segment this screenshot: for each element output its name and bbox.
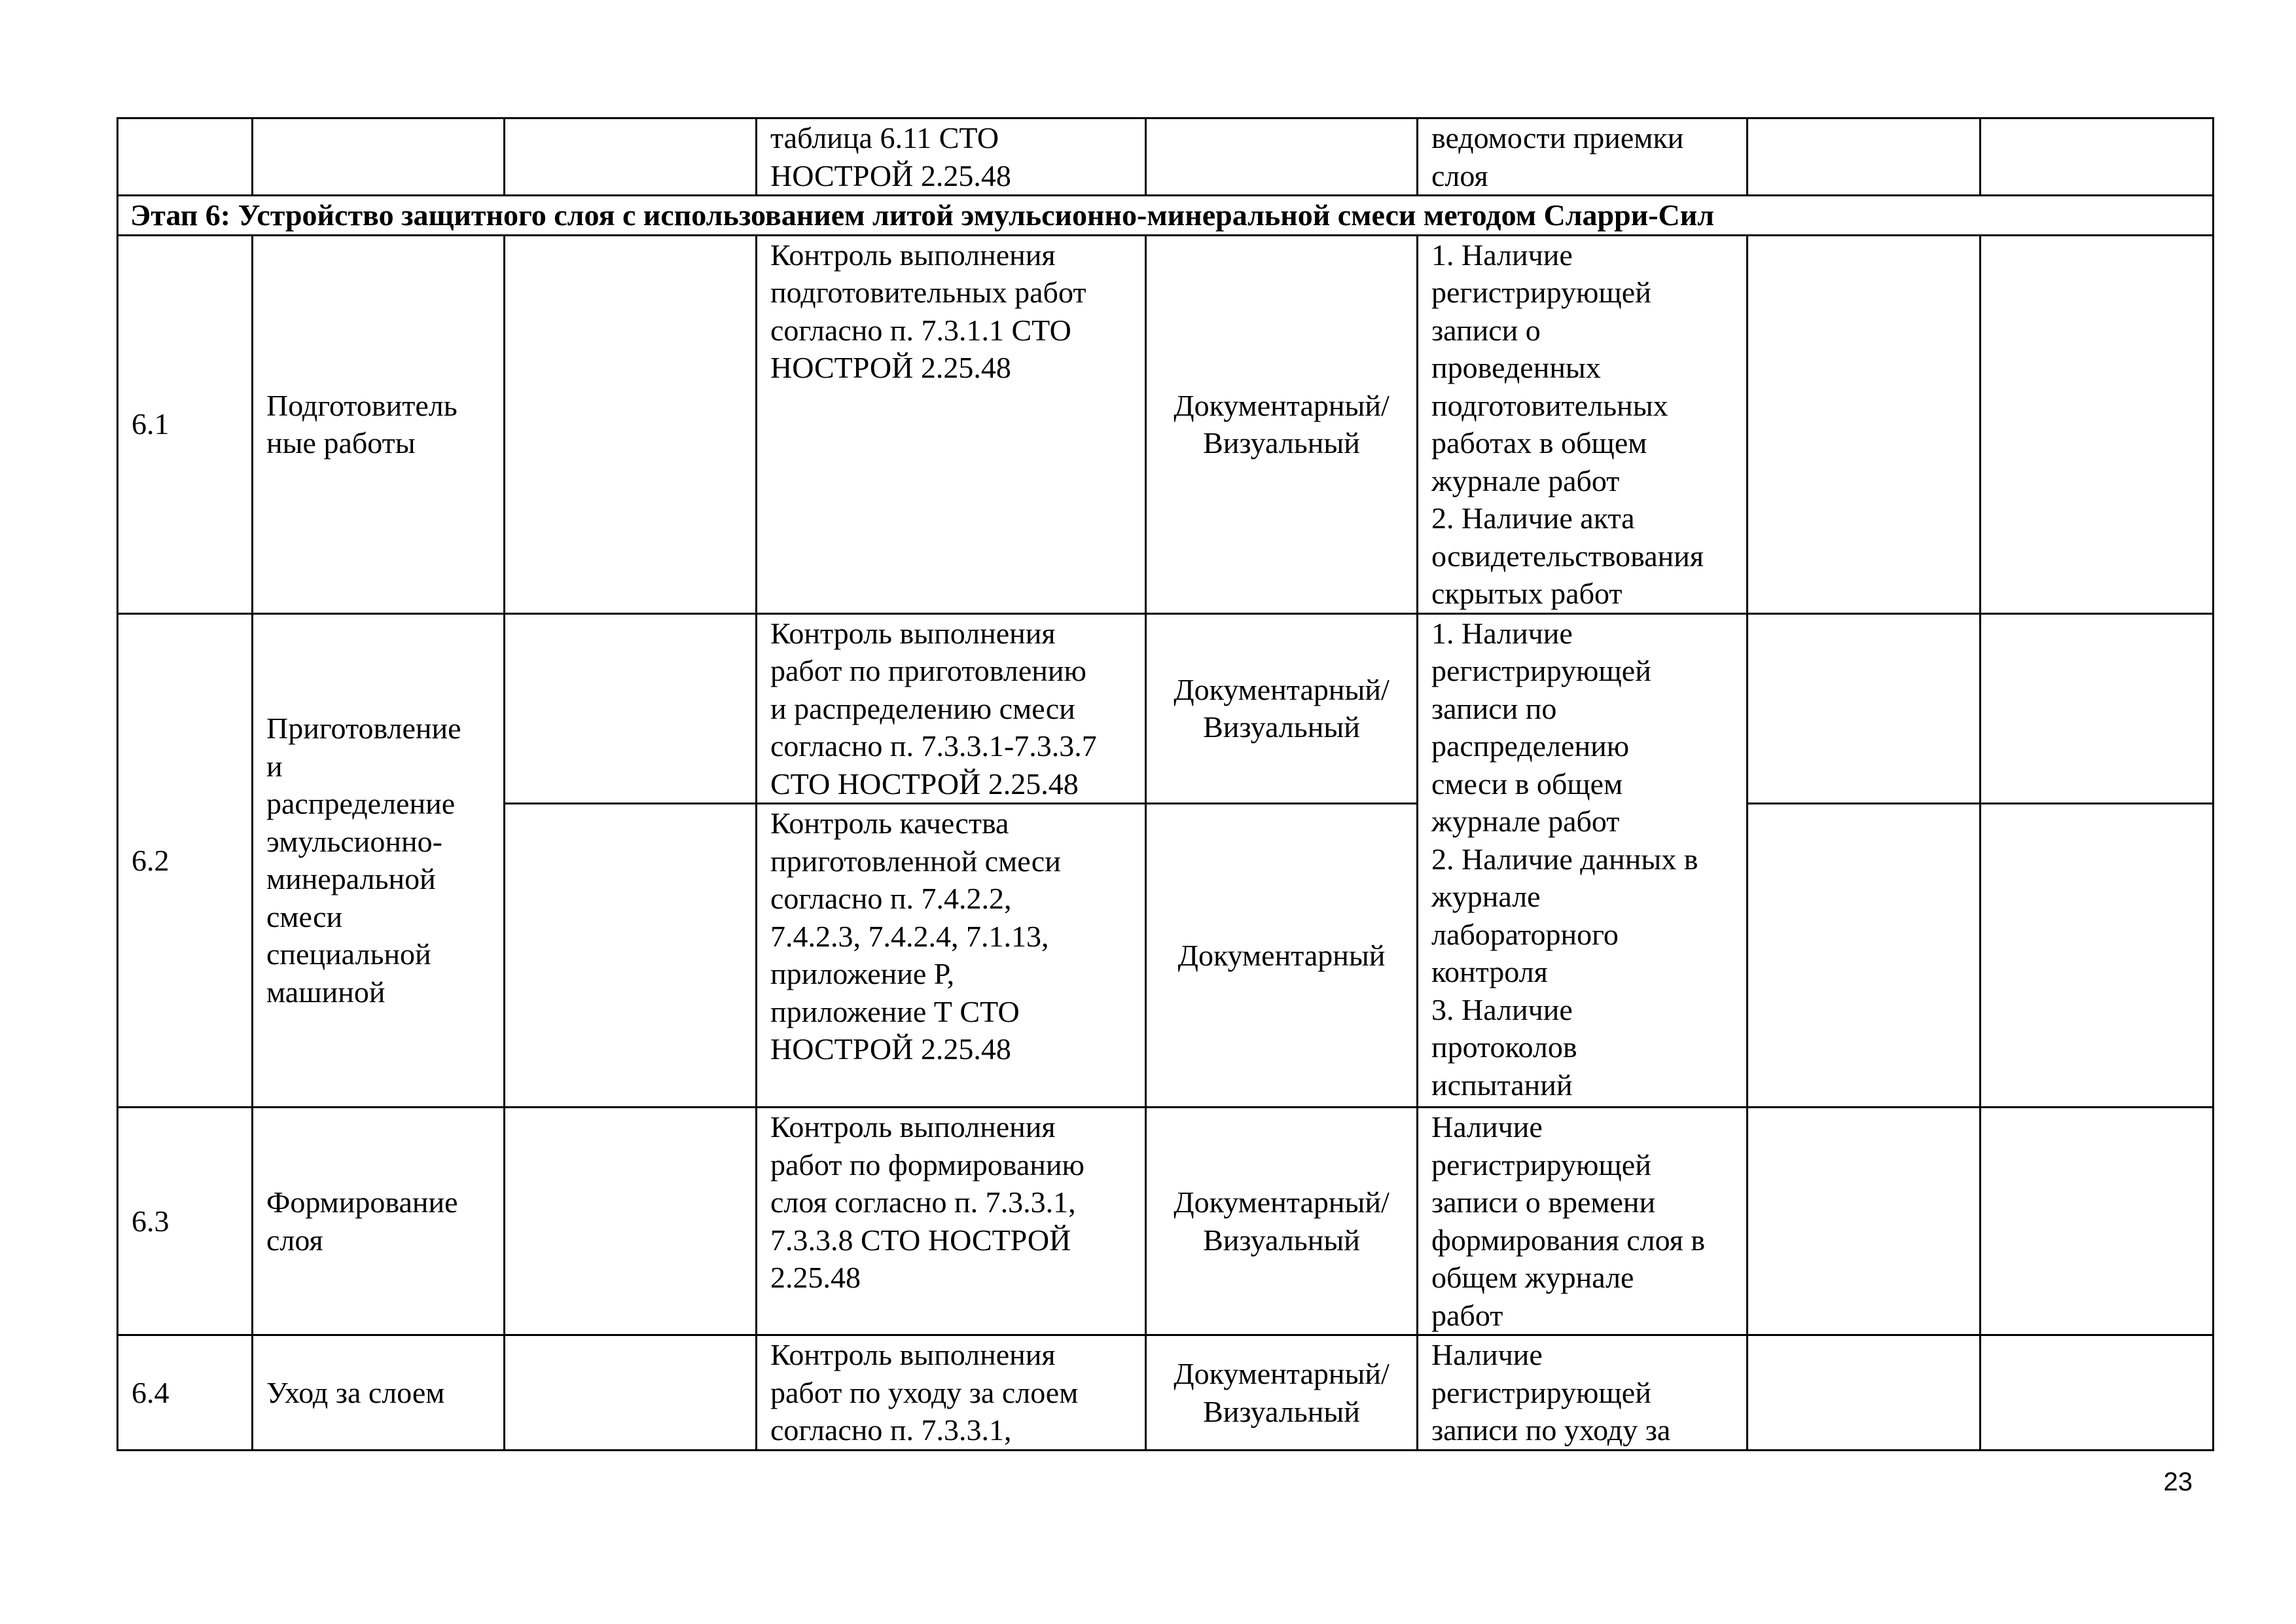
cell-control: Контроль выполнения работ по уходу за слоем согласно п. 7.3.3.1, [757, 1335, 1146, 1451]
table-row-6-4 [118, 1335, 2214, 1451]
cell-col3 [505, 118, 757, 196]
cell-num [118, 118, 253, 196]
cell-col3 [505, 235, 757, 613]
cell-col8 [1981, 118, 2214, 196]
cell-docs: 1. Наличие регистрирующей записи о проведенных подготовительных работах в общем журнале работ 2. Наличие акта освидетельствования скрытых работ [1418, 235, 1748, 613]
cell-docs: Наличие регистрирующей записи о времени формирования слоя в общем журнале работ [1418, 1108, 1748, 1335]
table-row [118, 118, 2214, 196]
cell-col8 [1981, 804, 2214, 1108]
cell-method: Документарный/ Визуальный [1146, 613, 1418, 804]
cell-col8 [1981, 1335, 2214, 1451]
cell-method: Документарный/ Визуальный [1146, 1108, 1418, 1335]
cell-col7 [1748, 804, 1981, 1108]
cell-col7 [1748, 235, 1981, 613]
cell-col7 [1748, 613, 1981, 804]
cell-stage-name: Уход за слоем [253, 1335, 505, 1451]
cell-num: 6.4 [118, 1335, 253, 1451]
cell-docs: Наличие регистрирующей записи по уходу за [1418, 1335, 1748, 1451]
cell-col8 [1981, 613, 2214, 804]
cell-control: таблица 6.11 СТО НОСТРОЙ 2.25.48 [757, 118, 1146, 196]
cell-docs: ведомости приемки слоя [1418, 118, 1748, 196]
cell-control: Контроль выполнения работ по формированию слоя согласно п. 7.3.3.1, 7.3.3.8 СТО НОСТРОЙ 2.25.48 [757, 1108, 1146, 1335]
page-number: 23 [2163, 1468, 2193, 1496]
cell-method [1146, 118, 1418, 196]
cell-control: Контроль качества приготовленной смеси согласно п. 7.4.2.2, 7.4.2.3, 7.4.2.4, 7.1.13, приложение Р, приложение Т СТО НОСТРОЙ 2.25.48 [757, 804, 1146, 1108]
cell-col7 [1748, 1108, 1981, 1335]
cell-stage-name [253, 118, 505, 196]
cell-col7 [1748, 118, 1981, 196]
cell-col3 [505, 613, 757, 804]
cell-col8 [1981, 1108, 2214, 1335]
cell-docs: 1. Наличие регистрирующей записи по распределению смеси в общем журнале работ 2. Наличие данных в журнале лабораторного контроля 3. Наличие протоколов испытаний [1418, 613, 1748, 1108]
stage-6-title: Этап 6: Устройство защитного слоя с использованием литой эмульсионно-минеральной смеси методом Сларри-Сил [118, 196, 2214, 236]
cell-control: Контроль выполнения работ по приготовлению и распределению смеси согласно п. 7.3.3.1-7.3.3.7 СТО НОСТРОЙ 2.25.48 [757, 613, 1146, 804]
cell-method: Документарный [1146, 804, 1418, 1108]
cell-method: Документарный/ Визуальный [1146, 235, 1418, 613]
cell-num: 6.1 [118, 235, 253, 613]
cell-method: Документарный/ Визуальный [1146, 1335, 1418, 1451]
cell-col7 [1748, 1335, 1981, 1451]
cell-num: 6.2 [118, 613, 253, 1108]
table-row-6-2a [118, 613, 2214, 804]
cell-col8 [1981, 235, 2214, 613]
cell-stage-name: Приготовление и распределение эмульсионно- минеральной смеси специальной машиной [253, 613, 505, 1108]
cell-control: Контроль выполнения подготовительных работ согласно п. 7.3.1.1 СТО НОСТРОЙ 2.25.48 [757, 235, 1146, 613]
cell-col3 [505, 804, 757, 1108]
stage-header-row [118, 196, 2214, 236]
cell-stage-name: Формирование слоя [253, 1108, 505, 1335]
cell-stage-name: Подготовитель ные работы [253, 235, 505, 613]
cell-col3 [505, 1108, 757, 1335]
table-row-6-3 [118, 1108, 2214, 1335]
quality-control-table [117, 117, 2214, 1451]
cell-num: 6.3 [118, 1108, 253, 1335]
table-row-6-1 [118, 235, 2214, 613]
cell-col3 [505, 1335, 757, 1451]
